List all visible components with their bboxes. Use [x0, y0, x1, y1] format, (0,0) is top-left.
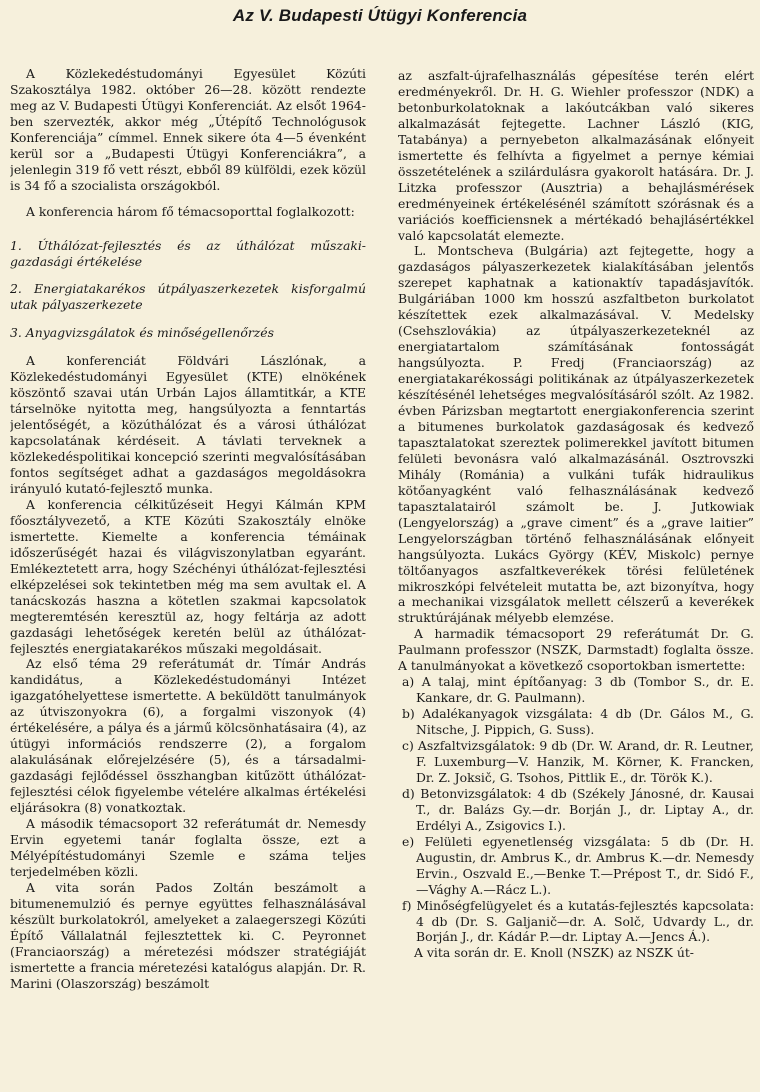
- group-item-e: e) Felületi egyenetlenség vizsgálata: 5 db (Dr. H. Augustin, dr. Ambrus K., dr. Ambrus K.—dr. Nemesdy Ervin., Oszvald E.,—Benke T.—Prépost T., dr. Sidó F.,—Vághy A.—Rácz L.).: [402, 833, 754, 897]
- intro-paragraph: A Közlekedéstudományi Egyesület Közúti Szakosztálya 1982. október 26—28. között rendezte meg az V. Budapesti Útügyi Konferenciát. Az elsőt 1964-ben szervezték, akkor még „Útépítő Technológusok Konferenciája” címmel. Ennek sikere óta 4—5 évenként kerül sor a „Budapesti Útügyi Konferenciákra”, a jelenlegin 319 fő vett részt, ebből 89 külföldi, ezek közül is 34 fő a szocialista országokból.: [10, 66, 366, 193]
- left-column: [10, 66, 366, 1088]
- group-item-f: f) Minőségfelügyelet és a kutatás-fejlesztés kapcsolata: 4 db (Dr. S. Galjanič—dr. A. Solč, Udvardy L., dr. Borján J., dr. Kádár P.—dr. Liptay A.—Jencs Á.).: [402, 897, 754, 945]
- final-discussion-paragraph: A vita során dr. E. Knoll (NSZK) az NSZK út-: [414, 945, 694, 961]
- group-item-c: c) Aszfaltvizsgálatok: 9 db (Dr. W. Arand, dr. R. Leutner, F. Luxemburg—V. Hanzik, M. Körner, K. Francken, Dr. Z. Joksič, G. Tsohos, Pittlik E., dr. Török K.).: [402, 738, 754, 785]
- third-theme-paragraph: A harmadik témacsoport 29 referátumát Dr. G. Paulmann professzor (NSZK, Darmstadt) foglalta össze. A tanulmányokat a következő csoportokban ismertette:: [398, 626, 754, 674]
- theme-list: [10, 238, 366, 342]
- continued-paragraph: az aszfalt-újrafelhasználás gépesítése terén elért eredményekről. Dr. H. G. Wiehler professzor (NDK) a betonburkolatoknak a lakóutcákban való sikeres alkalmazását fejtegette. Lachner László (KIG, Tatabánya) a pernyebeton alkalmazásának előnyeit ismertette és felhívta a figyelmet a pernye kémiai összetételének a szilárdulásra gyakorolt hatására. Dr. J. Litzka professzor (Ausztria) a behajlásmérések eredményeinek értékelésénél számított szórásnak és a variációs koefficiensnek a mértékadó behajlásértékkel való kapcsolatát elemezte.: [398, 68, 754, 243]
- group-item-b: b) Adalékanyagok vizsgálata: 4 db (Dr. Gálos M., G. Nitsche, J. Pippich, G. Suss).: [402, 706, 754, 738]
- group-item-a: a) A talaj, mint építőanyag: 3 db (Tombor S., dr. E. Kankare, dr. G. Paulmann).: [402, 674, 754, 706]
- montscheva-paragraph: L. Montscheva (Bulgária) azt fejtegette, hogy a gazdaságos pályaszerkezetek kialakításában jelentős szerepet kaphatnak a kationaktív tapadásjavítók. Bulgáriában 1000 km hosszú aszfaltbeton burkolatot készítettek ezek alkalmazásával. V. Medelsky (Csehszlovákia) az útpályaszerkezeteknél az energiatartalom számításának fontosságát hangsúlyozta. P. Fredj (Franciaország) az energiatakarékossági politikának az útpályaszerkezetek készítésénél lehetséges megvalósításáról szólt. Az 1982. évben Párizsban megtartott energiakonferencia szerint a bitumenes burkolatok gazdaságosak és kedvező tapasztalatokat szereztek polimerekkel javított bitumen felületi bevonásra való alkalmazásánál. Osztrovszki Mihály (Románia) a vulkáni tufák hidraulikus kötőanyagként való felhasználásának kedvező tapasztalatairól számolt be. J. Jutkowiak (Lengyelország) a „grave ciment” és a „grave laitier” Lengyelországban történő felhasználásának előnyeit hangsúlyozta. Lukács György (KÉV, Miskolc) pernye töltőanyagos aszfaltkeverékek törési felületének mikroszkópi felvételeit mutatta be, azt bizonyítva, hogy a mechanikai vizsgálatok mellett célszerű a keverékek struktúrájának mélyebb elemzése.: [398, 243, 754, 626]
- page-title: Az V. Budapesti Útügyi Konferencia: [232, 6, 528, 25]
- opening-paragraph: A konferenciát Földvári Lászlónak, a Közlekedéstudományi Egyesület (KTE) elnökének köszöntő szavai után Urbán Lajos államtitkár, a KTE társelnöke nyitotta meg, hangsúlyozta a fenntartás jelentőségét, a közúthálózat és a városi úthálózat kapcsolatának kérdéseit. A távlati terveknek a közlekedéspolitikai koncepció szerinti megvalósításában fontos segítséget adhat a gazdaságos megoldásokra irányuló kutató-fejlesztő munka.: [10, 353, 366, 496]
- second-theme-paragraph: A második témacsoport 32 referátumát dr. Nemesdy Ervin egyetemi tanár foglalta össze, ezt a Mélyépítéstudományi Szemle e száma teljes terjedelmében közli.: [10, 815, 366, 879]
- group-item-d: d) Betonvizsgálatok: 4 db (Székely Jánosné, dr. Kausai T., dr. Balázs Gy.—dr. Borján J., dr. Liptay A., dr. Erdélyi A., Zsigovics I.).: [402, 785, 754, 833]
- theme-item-3: 3. Anyagvizsgálatok és minőségellenőrzés: [10, 325, 274, 341]
- right-column: [398, 68, 754, 1090]
- objectives-paragraph: A konferencia célkitűzéseit Hegyi Kálmán KPM főosztályvezető, a KTE Közúti Szakosztály elnöke ismertette. Kiemelte a konferencia témáinak időszerűségét hazai és világviszonylatban egyaránt. Emlékeztetett arra, hogy Széchényi úthálózat-fejlesztési elképzelései sok tekintetben még ma sem avultak el. A tanácskozás haszna a kötetlen szakmai kapcsolatok megteremtésén keresztül az, hogy feltárja az adott gazdasági lehetőségek keretén belül az úthálózat-fejlesztés energiatakarékos műszaki megoldásait.: [10, 496, 366, 656]
- themes-intro-paragraph: A konferencia három fő témacsoporttal foglalkozott:: [26, 203, 355, 219]
- theme-item-1: 1. Úthálózat-fejlesztés és az úthálózat műszaki-gazdasági értékelése: [10, 237, 366, 269]
- first-theme-paragraph: Az első téma 29 referátumát dr. Tímár András kandidátus, a Közlekedéstudományi Intézet igazgatóhelyettese ismertette. A beküldött tanulmányok az útviszonyokra (6), a forgalmi viszonyok (4) értékelésére, a pálya és a jármű kölcsönhatásaira (4), az útügyi információs rendszerre (2), a forgalom alakulásának előrejelzésére (5), és a társadalmi-gazdasági fejlődéssel összhangban kitűzött úthálózat-fejlesztési célok figyelembe vételére alkalmas értékelési eljárásokra (8) vonatkoztak.: [10, 656, 366, 816]
- theme-item-2: 2. Energiatakarékos útpályaszerkezetek kisforgalmú utak pályaszerkezete: [10, 281, 366, 313]
- discussion-paragraph: A vita során Pados Zoltán beszámolt a bitumenemulzió és pernye együttes felhasználásával készült burkolatokról, amelyeket a zalaegerszegi Közúti Építő Vállalatnál fejlesztettek ki. C. Peyronnet (Franciaország) a méretezési módszer stratégiáját ismertette a francia méretezési katalógus alapján. Dr. R. Marini (Olaszország) beszámolt: [10, 879, 366, 991]
